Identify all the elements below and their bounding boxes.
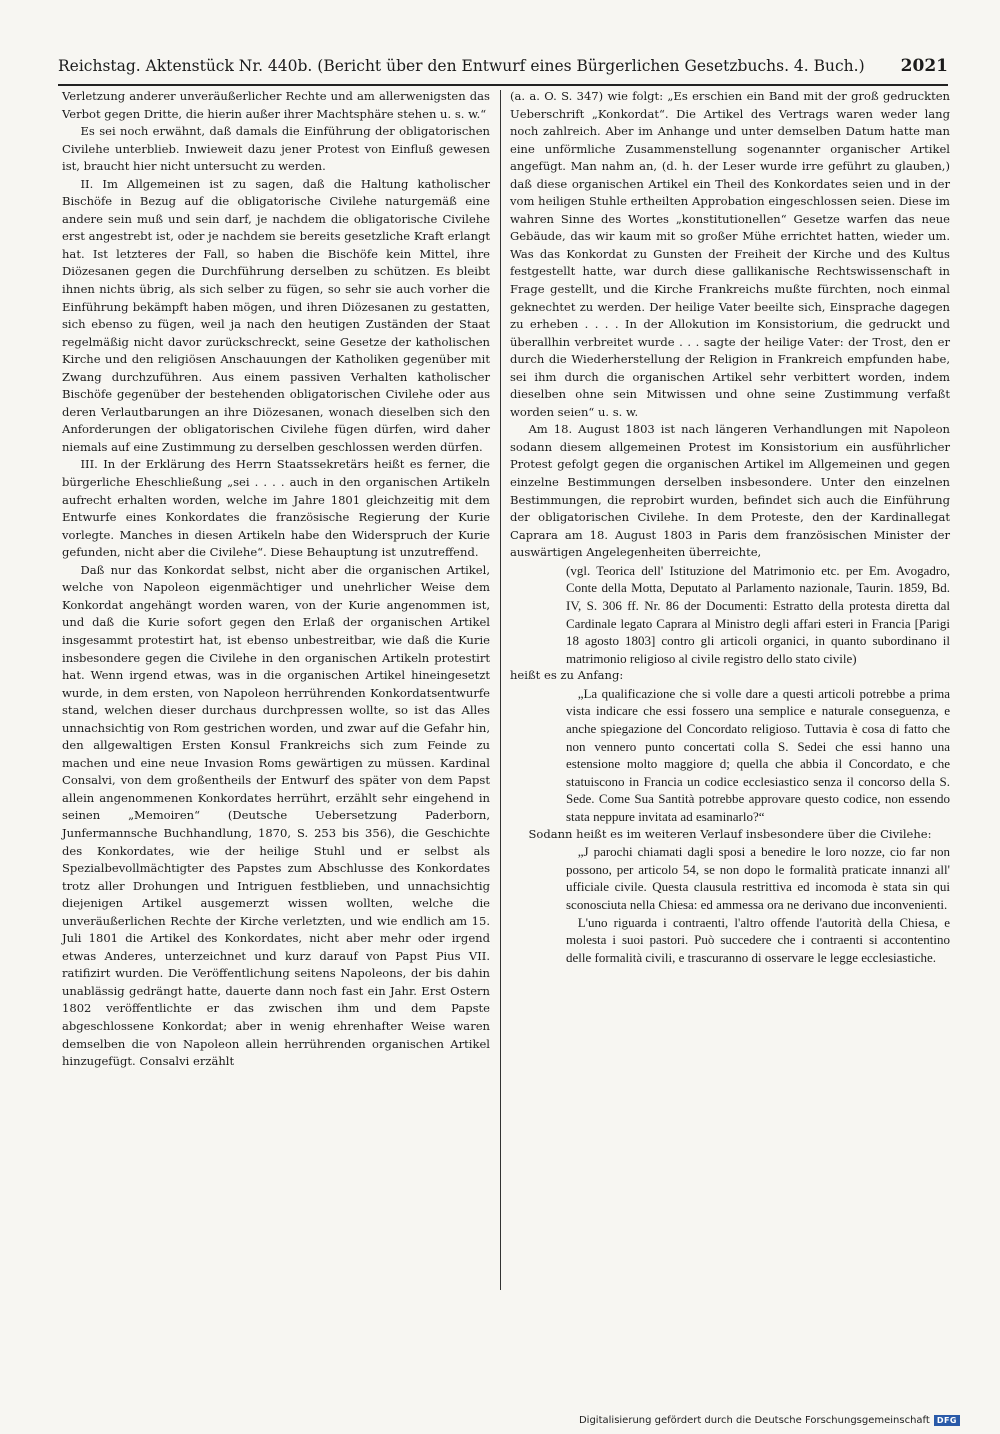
left-column <box>62 88 490 1071</box>
column-divider <box>500 90 501 1290</box>
italian-quote: „La qualificazione che si volle dare a questi articoli potrebbe a prima vista indicare che essi fossero una semplice e naturale conseguenza, e anche spiegazione del Concordato religioso. Tuttavia è cosa di fatto che non vennero punto concertati colla S. Sedei che essi hanno una estensione molto maggiore d; quella che abbia il Concordato, e che statuiscono in Francia un codice ecclesiastico senza il concorso della S. Sede. Come Sua Santità potrebbe approvare questo codice, non essendo stata neppure invitata ad esaminarlo?“ <box>566 685 950 825</box>
right-column <box>510 88 950 966</box>
paragraph: Sodann heißt es im weiteren Verlauf insbesondere über die Civilehe: <box>528 826 932 841</box>
paragraph: II. Im Allgemeinen ist zu sagen, daß die Haltung katholischer Bischöfe in Bezug auf die obligatorische Civilehe naturgemäß eine andere sein muß und sein darf, je nachdem die obligatorische Civilehe erst angestrebt ist, oder je nachdem sie bereits gesetzliche Kraft erlangt hat. Ist letzteres der Fall, so haben die Bischöfe kein Mittel, ihre Diözesanen gegen die Durchführung derselben zu schützen. Es bleibt ihnen nichts übrig, als sich selber zu fügen, so sehr sie auch vorher die Einführung bekämpft haben mögen, und ihren Diözesanen zu gestatten, sich ebenso zu fügen, weil ja nach den heutigen Zuständen der Staat regelmäßig nicht davor zurückschreckt, seine Gesetze der katholischen Kirche und den religiösen Anschauungen der Katholiken gegenüber mit Zwang durchzuführen. Aus einem passiven Verhalten katholischer Bischöfe gegenüber der bestehenden obligatorischen Civilehe oder aus deren Verlautbarungen an ihre Diözesanen, wonach dieselben sich den Anforderungen der obligatorischen Civilehe fügen dürfen, wird daher niemals auf eine Zustimmung zu derselben geschlossen werden dürfen. <box>62 176 490 454</box>
paragraph: (a. a. O. S. 347) wie folgt: „Es erschien ein Band mit der groß gedruckten Ueberschrift „Konkordat“. Die Artikel des Vertrags waren weder lang noch zahlreich. Aber im Anhange und unter demselben Datum hatte man eine unförmliche Zusammenstellung sogenannter organischer Artikel angefügt. Man nahm an, (d. h. der Leser wurde irre geführt zu glauben,) daß diese organischen Artikel ein Theil des Konkordates seien und in der vom heiligen Stuhle ertheilten Approbation eingeschlossen seien. Diese im wahren Sinne des Wortes „konstitutionellen“ Gesetze warfen das neue Gebäude, das wir kaum mit so großer Mühe errichtet hatten, wieder um. Was das Konkordat zu Gunsten der Freiheit der Kirche und des Kultus festgestellt hatte, war durch diese gallikanische Rechtswissenschaft in Frage gestellt, und die Kirche Frankreichs mußte fürchten, noch einmal geknechtet zu werden. Der heilige Vater beeilte sich, Einsprache dagegen zu erheben . . . . In der Allokution im Konsistorium, die gedruckt und überallhin verbreitet wurde . . . sagte der heilige Vater: der Trost, den er durch die Wiederherstellung der Religion in Frankreich empfunden habe, sei ihm durch die organischen Artikel sehr verbittert worden, indem dieselben ohne sein Mitwissen und ohne seine Zustimmung verfaßt worden seien“ u. s. w. <box>510 89 950 419</box>
italian-quote: L'uno riguarda i contraenti, l'altro offende l'autorità della Chiesa, e molesta i suoi pastori. Può succedere che i contraenti si accontentino delle formalità civili, e trascuranno di osservare le legge ecclesiastiche. <box>566 914 950 965</box>
paragraph: Daß nur das Konkordat selbst, nicht aber die organischen Artikel, welche von Napoleon eigenmächtiger und unehrlicher Weise dem Konkordat angehängt worden waren, von der Kurie angenommen ist, und daß die Kurie sofort gegen den Erlaß der organischen Artikel insgesammt protestirt hat, ist ebenso unbestreitbar, wie daß die Kurie insbesondere gegen die Civilehe in den organischen Artikeln protestirt hat. Wenn irgend etwas, was in die organischen Artikel hineingesetzt wurde, in dem ersten, von Napoleon herrührenden Konkordatsentwurfe stand, welchen dieser durchaus durchpressen wollte, so ist das Alles unnachsichtig von Rom gestrichen worden, und zwar auf die Gefahr hin, den allgewaltigen Ersten Konsul Frankreichs sich zum Feinde zu machen und eine neue Invasion Roms gewärtigen zu müssen. Kardinal Consalvi, von dem großentheils der Entwurf des später von dem Papst allein angenommenen Konkordates herrührt, erzählt sehr eingehend in seinen „Memoiren“ (Deutsche Uebersetzung Paderborn, Junfermannsche Buchhandlung, 1870, S. 253 bis 356), die Geschichte des Konkordates, wie der heilige Stuhl und er selbst als Spezialbevollmächtigter des Papstes zum Abschlusse des Konkordates trotz aller Drohungen und Intriguen festblieben, und unnachsichtig diejenigen Artikel ausgemerzt wissen wollten, welche die unveräußerlichen Rechte der Kirche verletzten, und wie endlich am 15. Juli 1801 die Artikel des Konkordates, nicht aber mehr oder irgend etwas Anderes, unterzeichnet und kurz darauf von Papst Pius VII. ratifizirt wurden. Die Veröffentlichung seitens Napoleons, der bis dahin unablässig gedrängt hatte, dauerte dann noch fast ein Jahr. Erst Ostern 1802 veröffentlichte er das zwischen ihm und dem Papste abgeschlossene Konkordat; aber in wenig ehrenhafter Weise waren demselben die von Napoleon allein herrührenden organischen Artikel hinzugefügt. Consalvi erzählt <box>62 562 490 1069</box>
italian-quote: „J parochi chiamati dagli sposi a benedire le loro nozze, cio far non possono, per articolo 54, se non dopo le formalità praticate innanzi all' ufficiale civile. Questa clausula restrittiva ed incomoda è stata sin qui sconosciuta nella Chiesa: ed ammessa ora ne derivano due inconvenienti. <box>566 844 950 912</box>
digitization-credit <box>579 1415 960 1426</box>
page-header <box>58 56 948 76</box>
running-title: Reichstag. Aktenstück Nr. 440b. (Bericht über den Entwurf eines Bürgerlichen Gesetzbuchs. 4. Buch.) <box>58 57 865 75</box>
paragraph: Am 18. August 1803 ist nach längeren Verhandlungen mit Napoleon sodann diesem allgemeinen Protest im Konsistorium ein ausführlicher Protest gefolgt gegen die organischen Artikel im Allgemeinen und gegen einzelne Bestimmungen derselben insbesondere. Unter den einzelnen Bestimmungen, die reprobirt wurden, befindet sich auch die Einführung der obligatorischen Civilehe. In dem Proteste, den der Kardinallegat Caprara am 18. August 1803 in Paris dem französischen Minister der auswärtigen Angelegenheiten überreichte, <box>510 422 950 560</box>
paragraph: Verletzung anderer unveräußerlicher Rechte und am allerwenigsten das Verbot gegen Dritte, die hierin außer ihrer Machtsphäre stehen u. s. w.“ <box>62 89 490 121</box>
footer-text: Digitalisierung gefördert durch die Deutsche Forschungsgemeinschaft <box>578 1415 930 1426</box>
dfg-logo: DFG <box>934 1415 960 1426</box>
page-number: 2021 <box>900 56 948 76</box>
paragraph: III. In der Erklärung des Herrn Staatssekretärs heißt es ferner, die bürgerliche Eheschließung „sei . . . . auch in den organischen Artikeln aufrecht erhalten worden, welche im Jahre 1801 gleichzeitig mit dem Entwurfe eines Konkordates die französische Regierung der Kurie vorlegte. Manches in diesen Artikeln habe den Widerspruch der Kurie gefunden, nicht aber die Civilehe“. Diese Behauptung ist unzutreffend. <box>62 457 490 560</box>
header-rule <box>58 84 948 86</box>
paragraph: Es sei noch erwähnt, daß damals die Einführung der obligatorischen Civilehe unterblieb. Inwieweit dazu jener Protest von Einfluß gewesen ist, braucht hier nicht untersucht zu werden. <box>62 124 490 174</box>
reference-note: (vgl. Teorica dell' Istituzione del Matrimonio etc. per Em. Avogadro, Conte della Motta, Deputato al Parlamento nazionale, Taurin. 1859, Bd. IV, S. 306 ff. Nr. 86 der Documenti: Estratto della protesta diretta dal Cardinale legato Caprara al Ministro degli affari esteri in Francia [Parigi 18 agosto 1803] contro gli articoli organici, in quanto subordinano il matrimonio religioso al civile registro dello stato civile) <box>566 562 950 666</box>
paragraph: heißt es zu Anfang: <box>510 668 624 683</box>
